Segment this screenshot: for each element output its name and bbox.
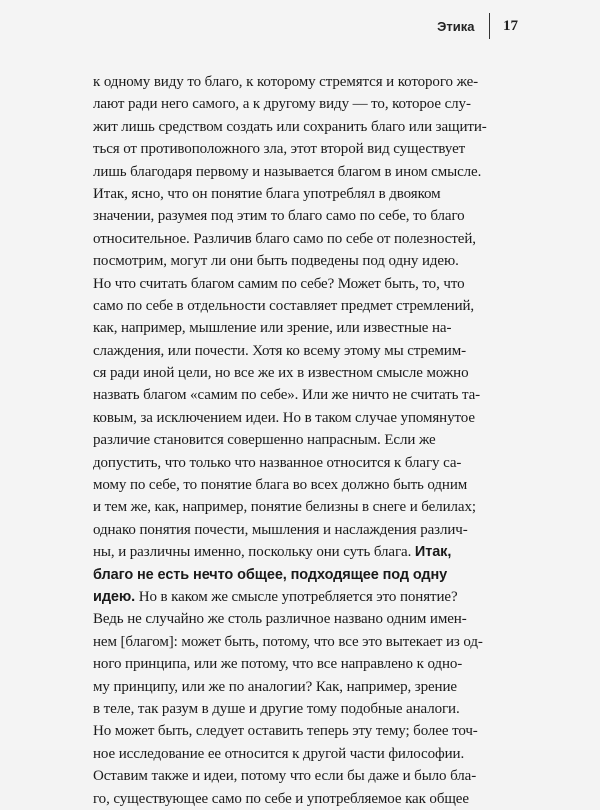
- text-line: [93, 161, 488, 183]
- text-run: Но в каком же смысле употребляется это понятие?: [135, 588, 458, 605]
- body-text: [93, 71, 488, 810]
- text-line: [93, 183, 488, 205]
- text-line: [93, 93, 488, 115]
- section-title: Этика: [437, 18, 475, 34]
- text-run: Но что считать благом самим по себе? Может быть, то, что: [93, 275, 465, 292]
- text-line: [93, 273, 488, 295]
- text-line: [93, 317, 488, 339]
- text-run: посмотрим, могут ли они быть подведены под одну идею.: [93, 253, 459, 270]
- text-line: [93, 407, 488, 429]
- text-run: к одному виду то благо, к которому стремятся и которого же-: [93, 74, 479, 90]
- text-run: и тем же, как, например, понятие белизны в снеге и белилах;: [93, 499, 476, 516]
- text-line: [93, 362, 488, 384]
- running-header: [437, 14, 518, 38]
- text-line: [93, 250, 488, 272]
- text-line: [93, 765, 488, 787]
- text-run: относительное. Различив благо само по себе от полезностей,: [93, 230, 476, 247]
- text-run: само по себе в отдельности составляет предмет стремлений,: [93, 297, 475, 314]
- text-line: [93, 720, 488, 742]
- text-line: [93, 788, 488, 810]
- text-run: лишь благодаря первому и называется благом в ином смысле.: [93, 163, 482, 180]
- text-line: [93, 474, 488, 496]
- text-line: [93, 653, 488, 675]
- text-line: [93, 698, 488, 720]
- text-line: [93, 340, 488, 362]
- text-line: [93, 743, 488, 765]
- text-line: [93, 429, 488, 451]
- text-run: Ведь не случайно же столь различное названо одним имен-: [93, 611, 467, 628]
- text-run: ного принципа, или же потому, что все направлено к одно-: [93, 656, 463, 673]
- text-line: [93, 564, 488, 586]
- text-line: [93, 586, 488, 608]
- text-line: [93, 205, 488, 227]
- text-run: ся ради иной цели, но все же их в известном смысле можно: [93, 365, 469, 382]
- text-run: ковым, за исключением идеи. Но в таком случае упомянутое: [93, 409, 475, 426]
- text-run: как, например, мышление или зрение, или известные на-: [93, 320, 452, 337]
- text-run: ное исследование ее относится к другой части философии.: [93, 745, 465, 762]
- text-run: назвать благом «самим по себе». Или же ничто не считать та-: [93, 387, 481, 404]
- text-line: [93, 496, 488, 518]
- text-run: жит лишь средством создать или сохранить благо или защити-: [93, 118, 487, 135]
- text-line: [93, 676, 488, 698]
- text-line: [93, 519, 488, 541]
- text-run: в теле, так разум в душе и другие тому подобные аналоги.: [93, 700, 460, 717]
- text-run: мому по себе, то понятие блага во всех должно быть одним: [93, 477, 468, 494]
- text-run: значении, разумея под этим то благо само по себе, то благо: [93, 208, 465, 225]
- text-run: Оставим также и идеи, потому что если бы даже и было бла-: [93, 768, 477, 785]
- bold-text-run: идею.: [93, 588, 136, 605]
- text-line: [93, 452, 488, 474]
- text-line: [93, 608, 488, 630]
- text-run: однако понятия почести, мышления и наслаждения различ-: [93, 521, 468, 538]
- text-line: [93, 384, 488, 406]
- bold-text-run: Итак,: [414, 544, 452, 561]
- text-run: лают ради него самого, а к другому виду — то, которое слу-: [93, 96, 471, 113]
- bold-text-run: благо не есть нечто общее, подходящее под одну: [93, 566, 448, 583]
- text-line: [93, 71, 488, 93]
- text-run: слаждения, или почести. Хотя ко всему этому мы стремим-: [93, 342, 466, 359]
- text-line: [93, 295, 488, 317]
- text-run: го, существующее само по себе и употребляемое как общее: [93, 790, 469, 807]
- text-run: ны, и различны именно, поскольку они суть блага.: [93, 544, 415, 561]
- text-run: му принципу, или же по аналогии? Как, например, зрение: [93, 678, 457, 695]
- text-line: [93, 631, 488, 653]
- text-run: различие становится совершенно напрасным. Если же: [93, 432, 436, 449]
- page-number: 17: [503, 17, 518, 34]
- text-run: нем [благом]: может быть, потому, что все это вытекает из од-: [93, 633, 483, 650]
- text-run: допустить, что только что названное относится к благу са-: [93, 454, 462, 471]
- text-line: [93, 228, 488, 250]
- text-line: [93, 138, 488, 160]
- text-run: Итак, ясно, что он понятие блага употреблял в двояком: [93, 185, 441, 202]
- text-run: Но может быть, следует оставить теперь эту тему; более точ-: [93, 723, 478, 740]
- text-run: ться от противоположного зла, этот второй вид существует: [93, 141, 466, 158]
- text-line: [93, 541, 488, 563]
- text-line: [93, 116, 488, 138]
